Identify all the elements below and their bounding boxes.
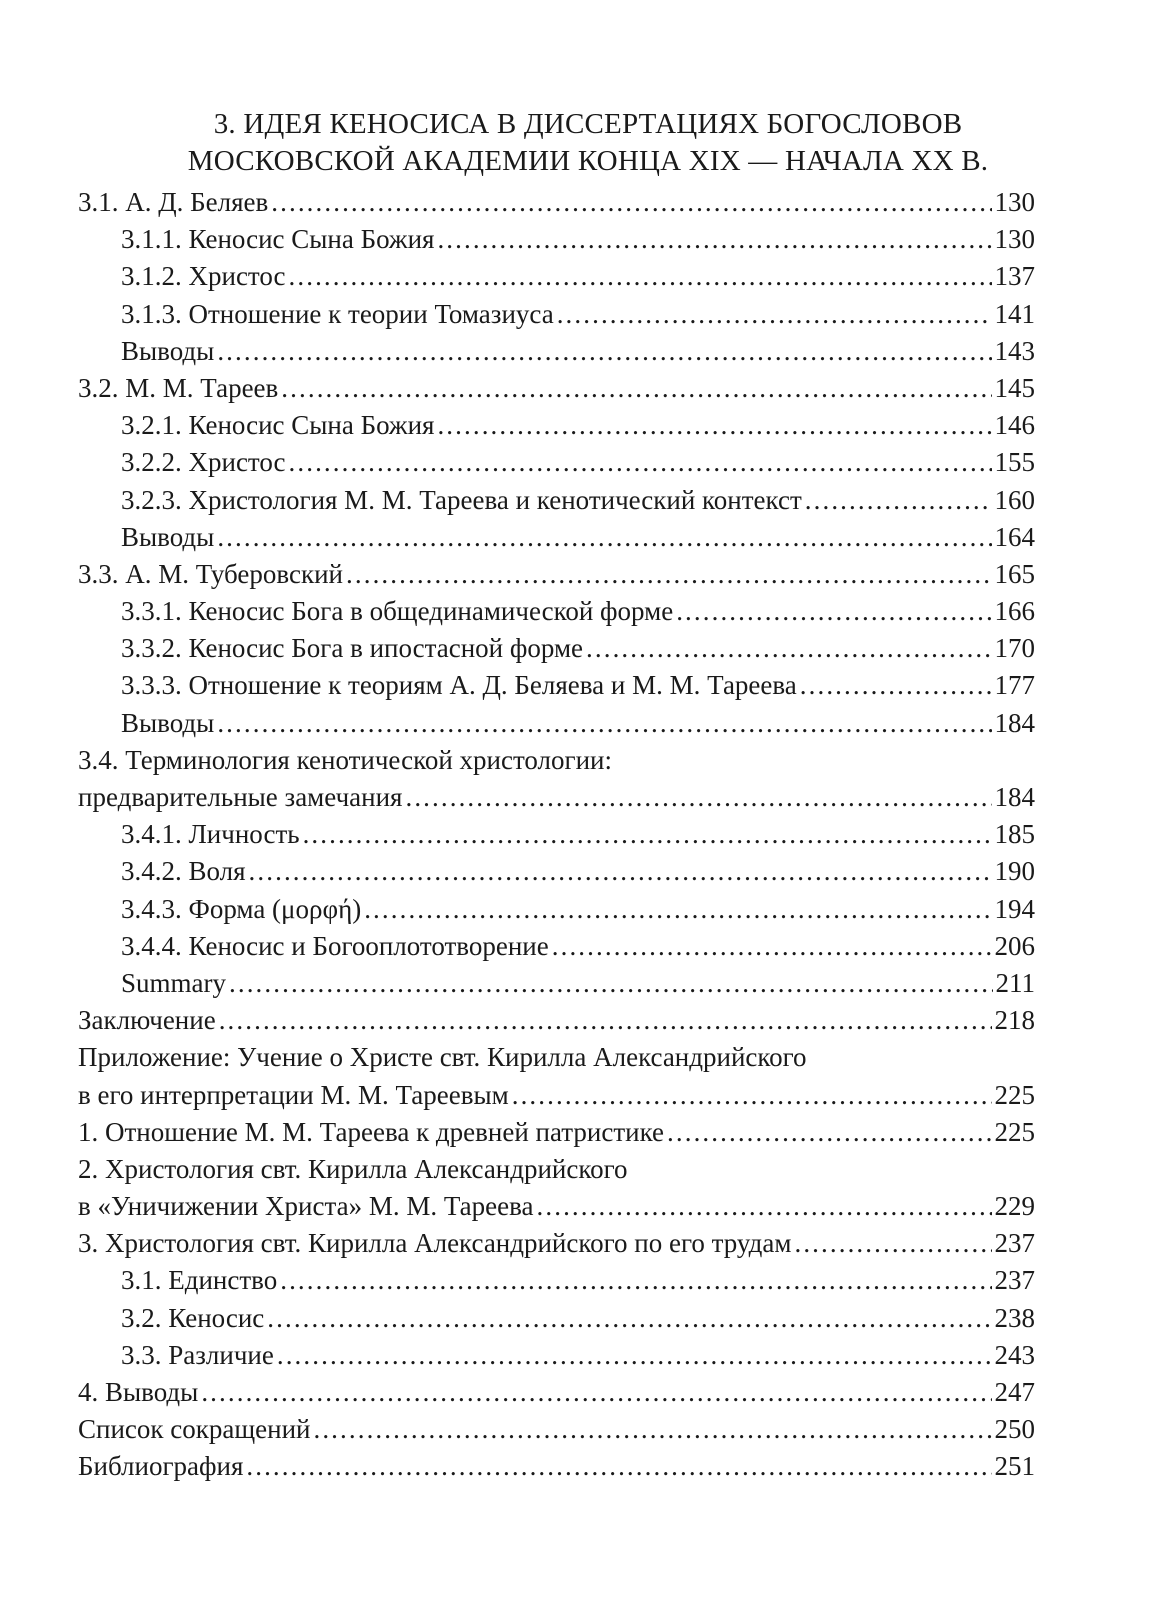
toc-entry-title-line-1: 3.4. Терминология кенотической христологии: xyxy=(78,744,612,775)
toc-entry-title: 3.2.1. Кеносис Сына Божия xyxy=(121,410,435,441)
toc-page-number: 251 xyxy=(994,1451,1035,1482)
toc-entry-title: Библиография xyxy=(78,1451,244,1482)
toc-entry[interactable] xyxy=(78,965,1035,1002)
toc-entry[interactable] xyxy=(78,556,1035,593)
toc-page-number: 155 xyxy=(994,447,1035,478)
toc-leader xyxy=(346,556,991,593)
toc-page-number: 185 xyxy=(994,819,1035,850)
toc-leader xyxy=(217,333,991,370)
toc-entry[interactable] xyxy=(78,370,1035,407)
toc-leader xyxy=(289,444,992,481)
toc-page-number: 160 xyxy=(994,484,1035,515)
toc-entry-title: Summary xyxy=(121,967,226,998)
toc-page-number: 225 xyxy=(994,1079,1035,1110)
toc-page-number: 218 xyxy=(994,1005,1035,1036)
toc-entry-title: в «Уничижении Христа» М. М. Тареева xyxy=(78,1191,534,1222)
toc-entry-title: 3.4.3. Форма (μορφή) xyxy=(121,893,362,924)
heading-line-1: 3. ИДЕЯ КЕНОСИСА В ДИССЕРТАЦИЯХ БОГОСЛОВОВ xyxy=(213,108,963,140)
table-of-contents xyxy=(78,184,1035,1486)
toc-leader xyxy=(280,1262,991,1299)
toc-entry[interactable] xyxy=(78,482,1035,519)
toc-leader xyxy=(586,630,991,667)
toc-entry[interactable] xyxy=(78,1448,1035,1485)
toc-entry-title: Выводы xyxy=(121,521,215,552)
toc-leader xyxy=(405,779,991,816)
toc-entry[interactable] xyxy=(78,630,1035,667)
toc-entry[interactable] xyxy=(78,928,1035,965)
toc-entry-title: 3.1.3. Отношение к теории Томазиуса xyxy=(121,298,554,329)
toc-leader xyxy=(201,1374,991,1411)
toc-leader xyxy=(552,928,992,965)
toc-page-number: 166 xyxy=(994,596,1035,627)
toc-entry[interactable] xyxy=(78,296,1035,333)
toc-entry[interactable] xyxy=(78,333,1035,370)
toc-entry[interactable] xyxy=(78,1337,1035,1374)
toc-entry-title: Список сокращений xyxy=(78,1414,311,1445)
toc-entry-title: 3.2. М. М. Тареев xyxy=(78,372,279,403)
toc-page-number: 164 xyxy=(994,521,1035,552)
toc-leader xyxy=(246,1448,991,1485)
toc-entry-title: предварительные замечания xyxy=(78,782,403,812)
toc-page-number: 250 xyxy=(994,1414,1035,1445)
toc-entry[interactable] xyxy=(78,258,1035,295)
toc-entry-title: 3.3.2. Кеносис Бога в ипостасной форме xyxy=(121,633,584,664)
toc-entry[interactable] xyxy=(78,221,1035,258)
toc-page-number: 237 xyxy=(994,1265,1035,1296)
toc-entry[interactable] xyxy=(78,891,1035,928)
toc-entry[interactable] xyxy=(78,1151,1035,1225)
toc-page-number: 184 xyxy=(994,782,1035,812)
toc-entry-title-line-1: 2. Христология свт. Кирилла Александрийского xyxy=(78,1153,628,1184)
toc-page-number: 143 xyxy=(994,335,1035,366)
toc-leader xyxy=(217,705,991,742)
toc-leader xyxy=(289,258,992,295)
toc-page-number: 211 xyxy=(995,967,1035,998)
toc-entry[interactable] xyxy=(78,519,1035,556)
section-heading xyxy=(0,106,1176,180)
toc-leader xyxy=(281,370,991,407)
toc-page-number: 137 xyxy=(994,261,1035,292)
toc-leader xyxy=(267,1300,991,1337)
toc-entry-title: 1. Отношение М. М. Тареева к древней патристике xyxy=(78,1116,665,1147)
toc-page-number: 165 xyxy=(994,558,1035,589)
toc-leader xyxy=(229,965,993,1002)
toc-leader xyxy=(217,519,991,556)
toc-page-number: 170 xyxy=(994,633,1035,664)
toc-entry-title-line-1: Приложение: Учение о Христе свт. Кирилла Александрийского xyxy=(78,1042,807,1073)
toc-page-number: 243 xyxy=(994,1339,1035,1370)
toc-leader xyxy=(512,1077,992,1114)
toc-leader xyxy=(557,296,992,333)
toc-entry-title: 3.2.3. Христология М. М. Тареева и кенотический контекст xyxy=(121,484,802,515)
toc-entry[interactable] xyxy=(78,1374,1035,1411)
toc-entry[interactable] xyxy=(78,742,1035,816)
toc-entry-title: Выводы xyxy=(121,707,215,738)
toc-entry-title: 3. Христология свт. Кирилла Александрийского по его трудам xyxy=(78,1228,792,1259)
toc-entry[interactable] xyxy=(78,1300,1035,1337)
toc-leader xyxy=(249,853,992,890)
toc-entry[interactable] xyxy=(78,1002,1035,1039)
toc-page-number: 225 xyxy=(994,1116,1035,1147)
toc-entry[interactable] xyxy=(78,1039,1035,1113)
toc-entry-title: 3.4.2. Воля xyxy=(121,856,246,887)
toc-leader xyxy=(364,891,991,928)
toc-page-number: 194 xyxy=(994,893,1035,924)
toc-leader xyxy=(437,407,991,444)
toc-entry-title: 3.1. А. Д. Беляев xyxy=(78,187,269,217)
toc-entry[interactable] xyxy=(78,1411,1035,1448)
toc-entry-title: 3.2. Кеносис xyxy=(121,1302,265,1333)
toc-entry-title: в его интерпретации М. М. Тареевым xyxy=(78,1079,509,1110)
toc-entry-title: 3.3.1. Кеносис Бога в общединамической форме xyxy=(121,596,674,627)
toc-entry-title: 3.1.2. Христос xyxy=(121,261,286,292)
toc-entry-title: 4. Выводы xyxy=(78,1377,199,1407)
toc-entry-title: 3.1. Единство xyxy=(121,1265,278,1296)
toc-page-number: 184 xyxy=(994,707,1035,738)
toc-leader xyxy=(676,593,991,630)
toc-page-number: 130 xyxy=(994,187,1035,217)
toc-leader xyxy=(303,816,992,853)
toc-entry-title: 3.1.1. Кеносис Сына Божия xyxy=(121,224,435,255)
toc-page-number: 145 xyxy=(994,372,1035,403)
toc-entry[interactable] xyxy=(78,816,1035,853)
toc-entry-title: Выводы xyxy=(121,335,215,366)
toc-entry-title: Заключение xyxy=(78,1005,216,1036)
toc-entry[interactable] xyxy=(78,407,1035,444)
toc-leader xyxy=(219,1002,992,1039)
toc-page-number: 141 xyxy=(994,298,1035,329)
toc-leader xyxy=(667,1114,991,1151)
toc-page-number: 146 xyxy=(994,410,1035,441)
heading-line-2: МОСКОВСКОЙ АКАДЕМИИ КОНЦА XIX — НАЧАЛА XX В. xyxy=(187,145,989,177)
toc-page-number: 237 xyxy=(994,1228,1035,1259)
toc-entry[interactable] xyxy=(78,184,1035,221)
toc-entry[interactable] xyxy=(78,593,1035,630)
toc-page-number: 190 xyxy=(994,856,1035,887)
toc-entry-title: 3.3. А. М. Туберовский xyxy=(78,558,344,589)
toc-entry[interactable] xyxy=(78,667,1035,704)
toc-leader xyxy=(794,1225,991,1262)
toc-entry[interactable] xyxy=(78,444,1035,481)
toc-leader xyxy=(313,1411,991,1448)
toc-entry-title: 3.3. Различие xyxy=(121,1339,274,1370)
toc-entry-title: 3.3.3. Отношение к теориям А. Д. Беляева и М. М. Тареева xyxy=(121,670,797,701)
toc-leader xyxy=(437,221,991,258)
toc-entry[interactable] xyxy=(78,1114,1035,1151)
toc-leader xyxy=(800,667,992,704)
toc-entry[interactable] xyxy=(78,1225,1035,1262)
toc-entry[interactable] xyxy=(78,853,1035,890)
toc-entry-title: 3.4.1. Личность xyxy=(121,819,300,850)
toc-entry[interactable] xyxy=(78,1262,1035,1299)
toc-entry-title: 3.2.2. Христос xyxy=(121,447,286,478)
toc-entry-title: 3.4.4. Кеносис и Богооплототворение xyxy=(121,930,549,961)
toc-page-number: 177 xyxy=(994,670,1035,701)
toc-leader xyxy=(277,1337,992,1374)
toc-leader xyxy=(537,1188,992,1225)
toc-page-number: 206 xyxy=(994,930,1035,961)
toc-page-number: 238 xyxy=(994,1302,1035,1333)
toc-leader xyxy=(271,184,991,221)
toc-page-number: 229 xyxy=(994,1191,1035,1222)
toc-leader xyxy=(805,482,992,519)
toc-page-number: 130 xyxy=(994,224,1035,255)
toc-page-number: 247 xyxy=(994,1377,1035,1407)
toc-entry[interactable] xyxy=(78,705,1035,742)
